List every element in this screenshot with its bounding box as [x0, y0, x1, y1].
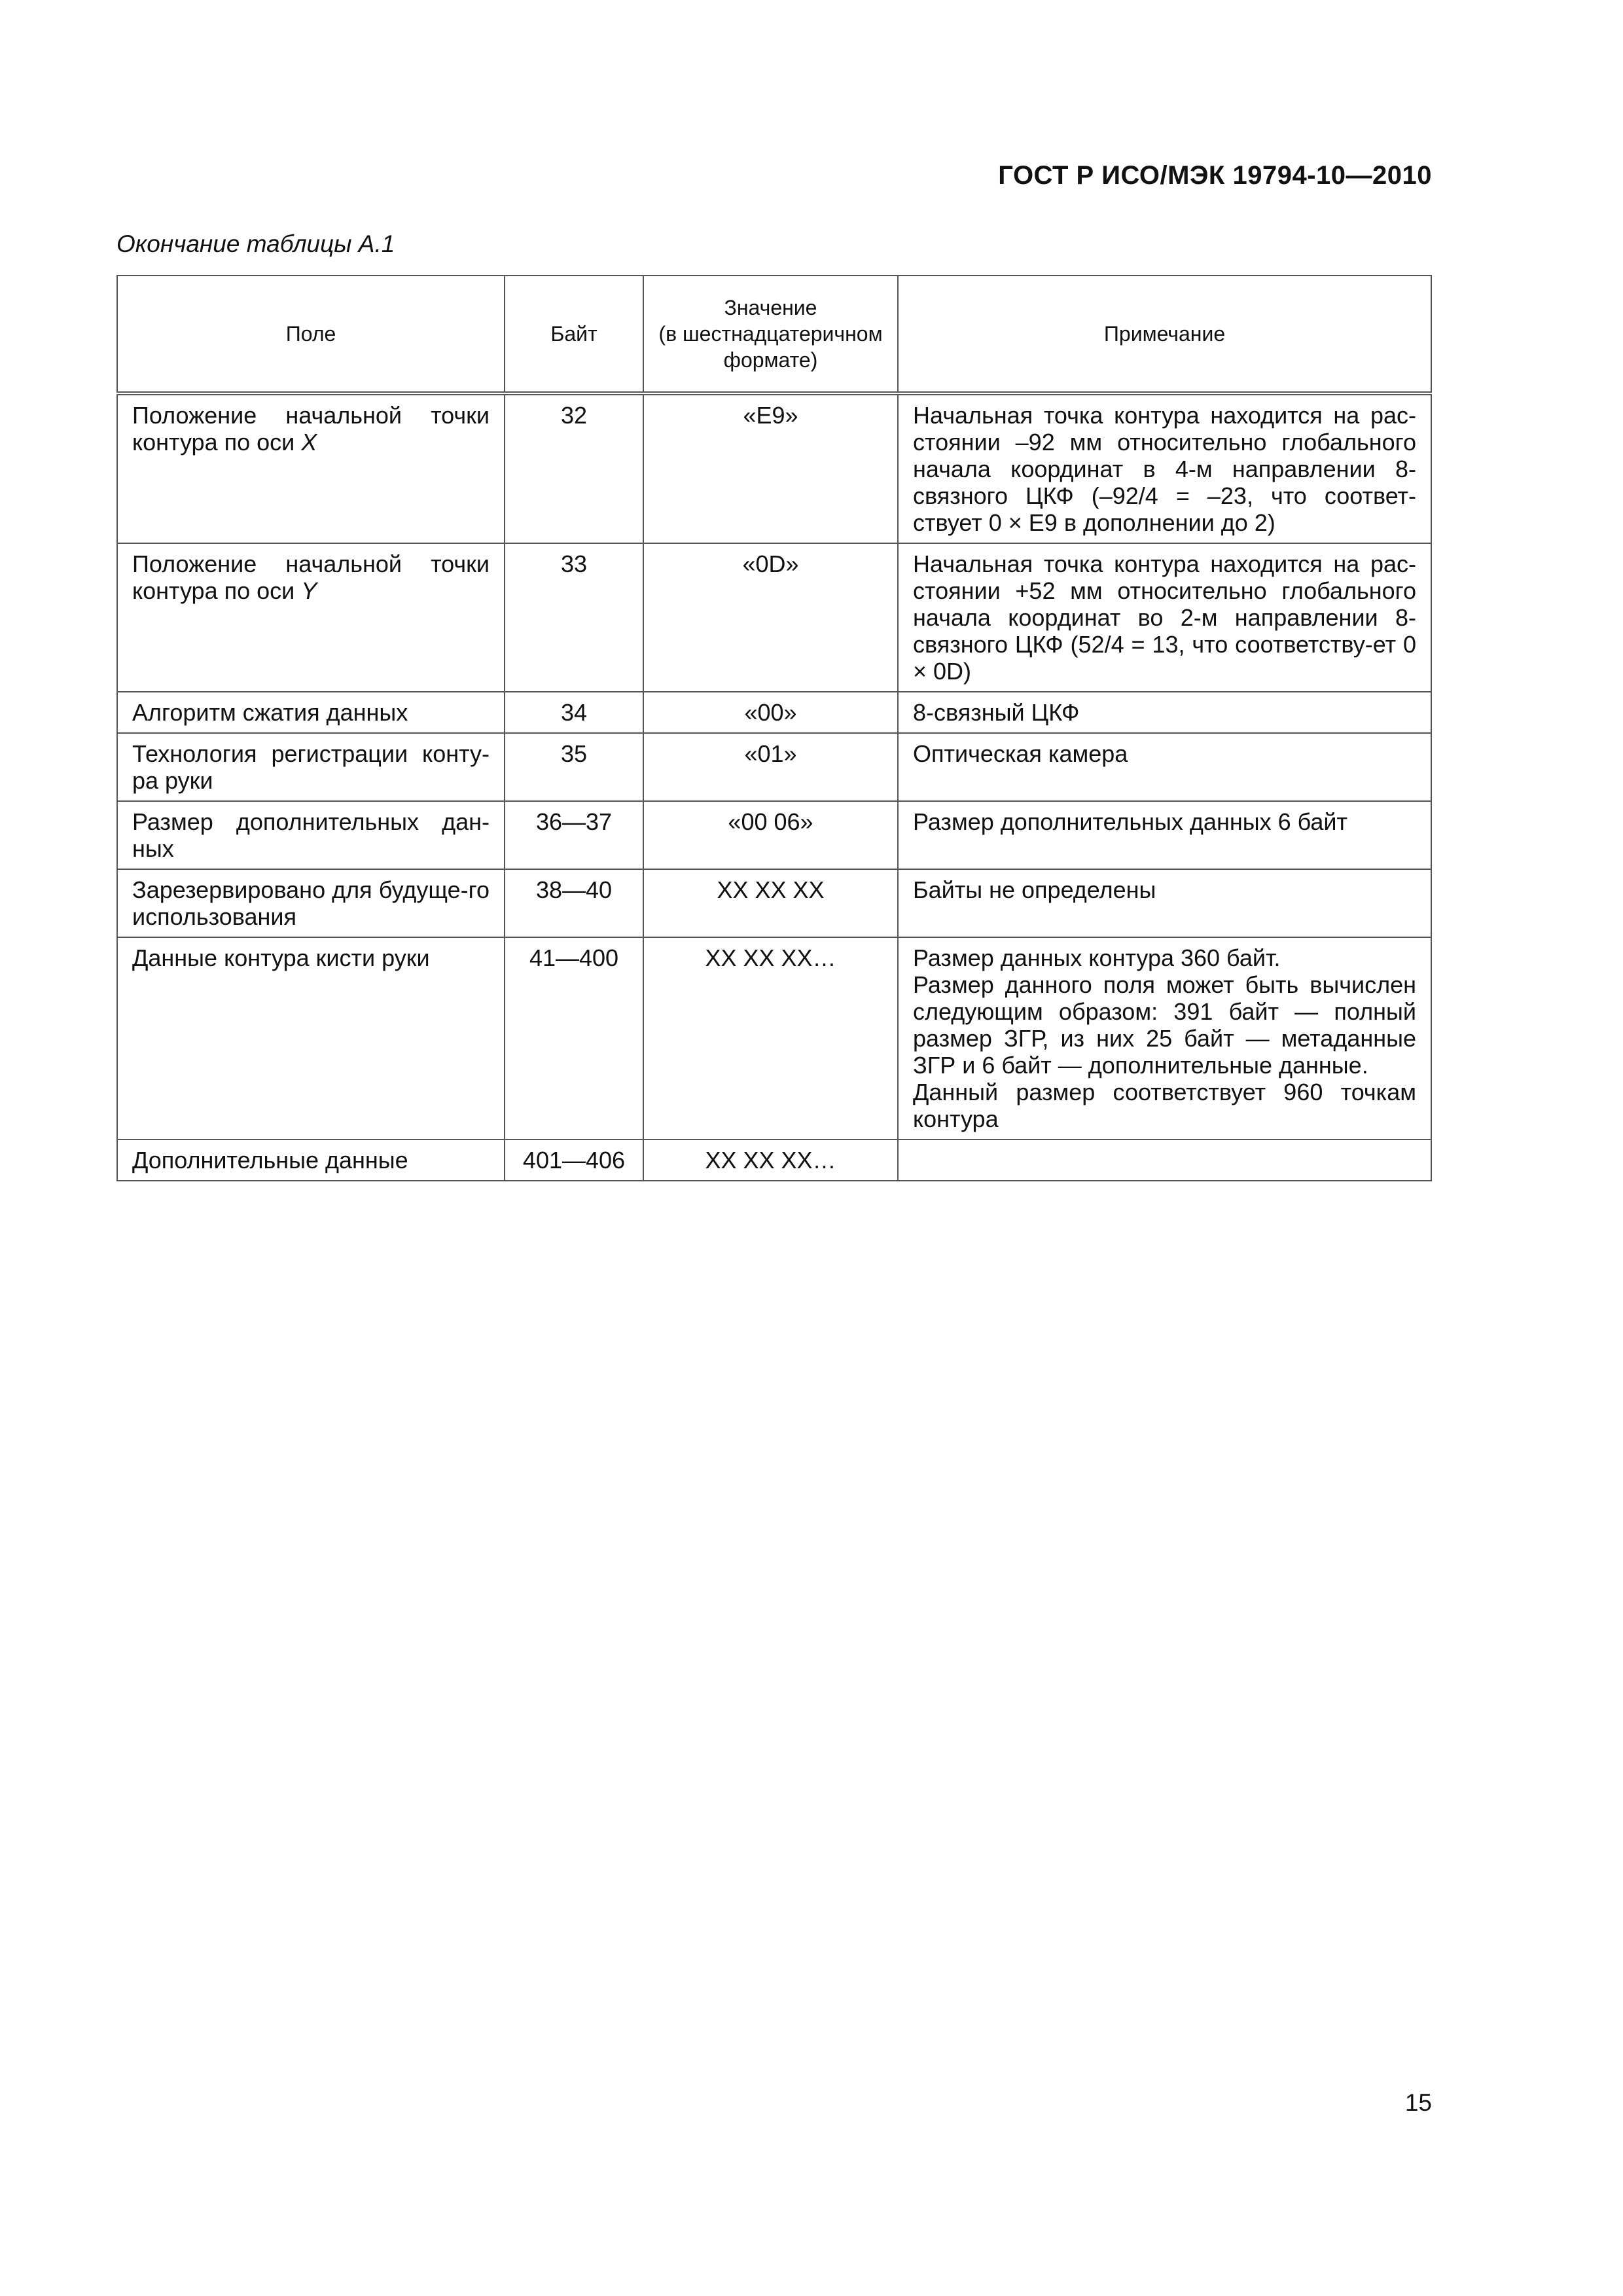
document-code: ГОСТ Р ИСО/МЭК 19794-10—2010: [998, 161, 1432, 190]
value-cell: «00 06»: [643, 801, 898, 869]
bytes-cell: 32: [505, 393, 643, 543]
column-header-bytes: Байт: [505, 276, 643, 393]
bytes-cell: 38—40: [505, 869, 643, 937]
table-row: [117, 869, 1431, 937]
note-line: Размер данного поля может быть вычислен следующим образом: 391 байт — полный размер ЗГР, из них 25 байт — метаданные ЗГР и 6 байт — дополнительные данные.: [913, 971, 1416, 1079]
bytes-cell: 34: [505, 692, 643, 733]
table-row: [117, 393, 1431, 543]
field-cell: Технология регистрации конту-ра руки: [117, 733, 505, 801]
value-cell: «01»: [643, 733, 898, 801]
value-cell: «E9»: [643, 393, 898, 543]
note-line: Размер данных контура 360 байт.: [913, 944, 1281, 971]
column-header-field: Поле: [117, 276, 505, 393]
field-cell: Положение начальной точки контура по оси X: [117, 393, 505, 543]
column-header-value: Значение (в шестнадцатеричном формате): [643, 276, 898, 393]
note-cell: Начальная точка контура находится на рас-стоянии –92 мм относительно глобального начала координат в 4-м направлении 8-связного ЦКФ (–92/4 = –23, что соответ-ствует 0 × E9 в дополнении до 2): [898, 393, 1431, 543]
column-header-note: Примечание: [898, 276, 1431, 393]
table-row: [117, 733, 1431, 801]
field-cell: Зарезервировано для будуще-го использования: [117, 869, 505, 937]
value-cell: XX XX XX…: [643, 937, 898, 1139]
table-row: [117, 1139, 1431, 1181]
value-cell: «00»: [643, 692, 898, 733]
field-cell: Данные контура кисти руки: [117, 937, 505, 1139]
axis-letter: Y: [301, 577, 317, 604]
value-cell: XX XX XX…: [643, 1139, 898, 1181]
field-cell: Алгоритм сжатия данных: [117, 692, 505, 733]
field-cell: Дополнительные данные: [117, 1139, 505, 1181]
table-caption: Окончание таблицы А.1: [116, 230, 395, 257]
note-cell: Размер дополнительных данных 6 байт: [898, 801, 1431, 869]
note-cell: Байты не определены: [898, 869, 1431, 937]
note-cell: [898, 1139, 1431, 1181]
axis-letter: X: [301, 429, 317, 456]
table-row: [117, 937, 1431, 1139]
bytes-cell: 41—400: [505, 937, 643, 1139]
note-cell: Оптическая камера: [898, 733, 1431, 801]
bytes-cell: 33: [505, 543, 643, 692]
note-cell: [898, 937, 1431, 1139]
spec-table: [116, 275, 1432, 1181]
note-cell: Начальная точка контура находится на рас-стоянии +52 мм относительно глобального начала координат во 2-м направлении 8-связного ЦКФ (52/4 = 13, что соответству-ет 0 × 0D): [898, 543, 1431, 692]
value-cell: «0D»: [643, 543, 898, 692]
bytes-cell: 36—37: [505, 801, 643, 869]
note-cell: 8-связный ЦКФ: [898, 692, 1431, 733]
page-number: 15: [1404, 2089, 1432, 2116]
field-cell: Положение начальной точки контура по оси Y: [117, 543, 505, 692]
table-row: [117, 543, 1431, 692]
bytes-cell: 401—406: [505, 1139, 643, 1181]
table-row: [117, 692, 1431, 733]
bytes-cell: 35: [505, 733, 643, 801]
field-cell: Размер дополнительных дан-ных: [117, 801, 505, 869]
value-cell: XX XX XX: [643, 869, 898, 937]
table-header-row: [117, 276, 1431, 393]
table-row: [117, 801, 1431, 869]
note-line: Данный размер соответствует 960 точкам контура: [913, 1079, 1416, 1132]
